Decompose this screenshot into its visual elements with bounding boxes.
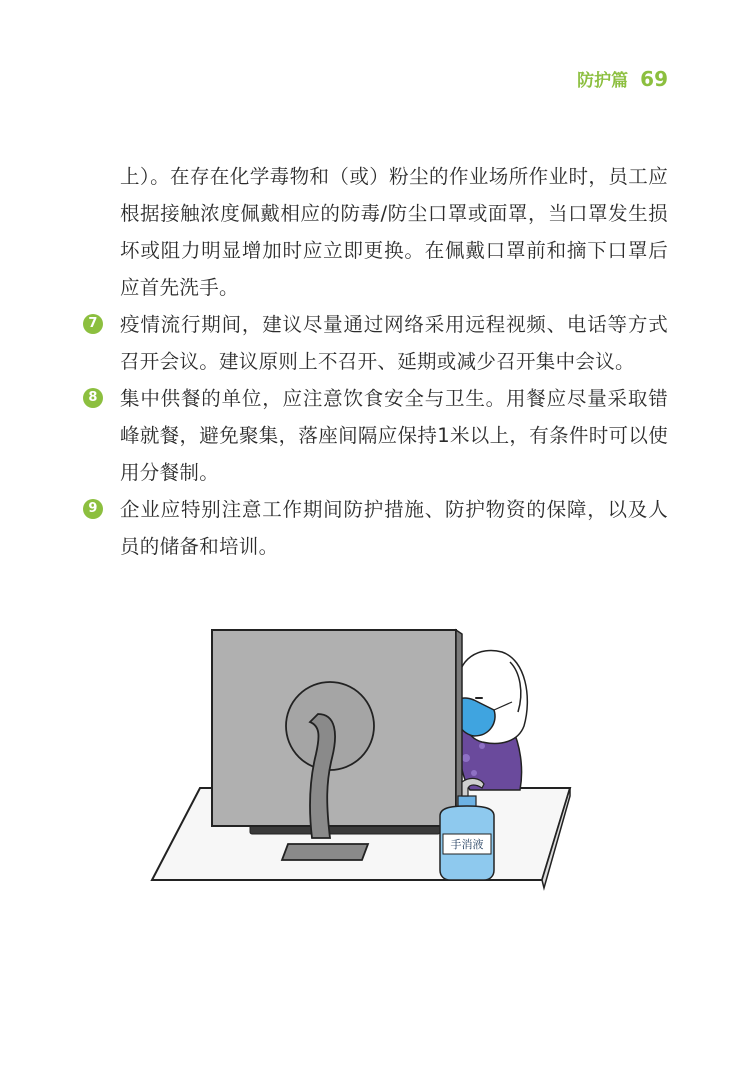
list-item-9 — [88, 491, 668, 565]
list-item-8 — [88, 380, 668, 491]
list-item-text: 企业应特别注意工作期间防护措施、防护物资的保障，以及人员的储备和培训。 — [120, 498, 668, 558]
computer-monitor — [212, 630, 462, 860]
list-item-7 — [88, 306, 668, 380]
intro-paragraph: 上）。在存在化学毒物和（或）粉尘的作业场所作业时，员工应根据接触浓度佩戴相应的防毒/防尘口罩或面罩，当口罩发生损坏或阻力明显增加时应立即更换。在佩戴口罩前和摘下口罩后应首先洗手。 — [120, 165, 668, 299]
list-item-text: 疫情流行期间，建议尽量通过网络采用远程视频、电话等方式召开会议。建议原则上不召开、延期或减少召开集中会议。 — [120, 313, 668, 373]
bottle-label-text: 手消液 — [450, 838, 484, 851]
section-title: 防护篇 — [577, 71, 629, 91]
person-figure — [454, 651, 527, 791]
list-item-text: 集中供餐的单位，应注意饮食安全与卫生。用餐应尽量采取错峰就餐，避免聚集，落座间隔应保持1米以上，有条件时可以使用分餐制。 — [120, 387, 668, 484]
bullet-number-icon: 8 — [83, 388, 103, 408]
bullet-number-icon: 9 — [83, 499, 103, 519]
page-header — [577, 66, 668, 91]
page-number: 69 — [640, 67, 668, 91]
body-text — [88, 158, 668, 565]
bullet-number-icon: 7 — [83, 314, 103, 334]
office-illustration — [140, 618, 580, 908]
